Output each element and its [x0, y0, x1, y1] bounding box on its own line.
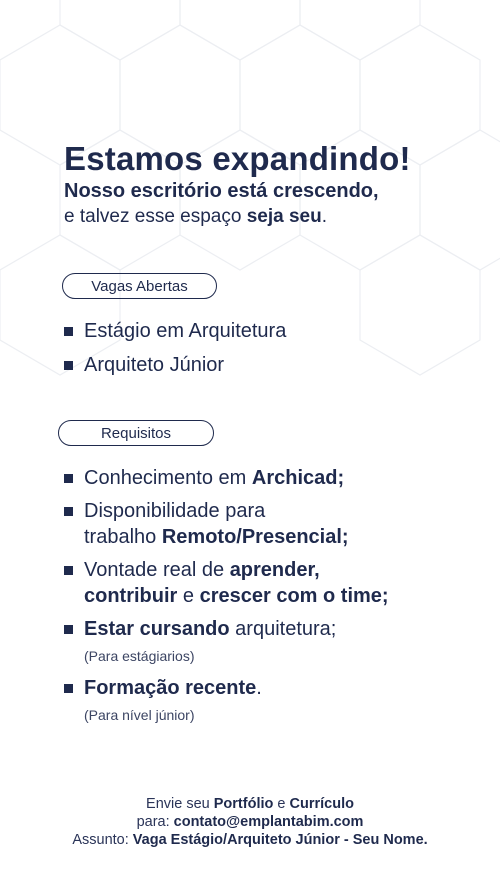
req-text: Conhecimento em — [84, 467, 252, 489]
vagas-list — [64, 318, 286, 386]
square-bullet-icon — [64, 684, 73, 693]
subtitle-prefix: e talvez esse espaço — [64, 206, 247, 227]
square-bullet-icon — [64, 361, 73, 370]
subtitle-line-1: Nosso escritório está crescendo, — [64, 180, 379, 202]
footer-line-3 — [0, 831, 500, 849]
footer-contact — [0, 795, 500, 849]
req-bold: contribuir — [84, 585, 178, 607]
req-text: arquitetura; — [229, 618, 337, 640]
req-text: trabalho — [84, 526, 162, 548]
square-bullet-icon — [64, 625, 73, 634]
subtitle-suffix: . — [321, 206, 327, 227]
vagas-abertas-pill — [62, 273, 217, 299]
req-text: e — [177, 585, 200, 607]
vaga-text: Estágio em Arquitetura — [84, 320, 287, 342]
req-bold: Estar cursando — [84, 618, 230, 640]
footer-text: Envie seu — [146, 796, 214, 812]
req-bold: Formação recente — [84, 677, 257, 699]
footer-line-2 — [0, 813, 500, 831]
req-text: . — [256, 677, 262, 699]
square-bullet-icon — [64, 327, 73, 336]
req-text: Vontade real de — [84, 559, 230, 581]
list-item — [64, 352, 286, 378]
list-item — [64, 675, 389, 727]
footer-text: para: — [136, 814, 174, 830]
req-bold: aprender, — [229, 559, 320, 581]
list-item — [64, 498, 389, 550]
requisitos-pill — [58, 420, 214, 446]
footer-line-1 — [0, 795, 500, 813]
square-bullet-icon — [64, 507, 73, 516]
footer-bold: Currículo — [289, 796, 354, 812]
subtitle-line-2 — [64, 206, 327, 228]
req-bold: Archicad; — [251, 467, 345, 489]
square-bullet-icon — [64, 566, 73, 575]
square-bullet-icon — [64, 474, 73, 483]
list-item — [64, 465, 389, 491]
list-item — [64, 557, 389, 609]
vagas-abertas-label: Vagas Abertas — [91, 277, 188, 295]
footer-text: e — [273, 796, 290, 812]
req-note: (Para estágiarios) — [84, 648, 195, 664]
req-note: (Para nível júnior) — [84, 707, 195, 723]
req-bold: crescer com o time; — [199, 585, 389, 607]
req-bold: Remoto/Presencial; — [161, 526, 349, 548]
footer-text: Assunto: — [72, 832, 133, 848]
subtitle-bold: seja seu — [246, 206, 322, 227]
vaga-text: Arquiteto Júnior — [84, 354, 225, 376]
email-subject: Vaga Estágio/Arquiteto Júnior - Seu Nome. — [132, 832, 428, 848]
requisitos-list — [64, 465, 389, 734]
headline: Estamos expandindo! — [64, 140, 411, 177]
footer-bold: Portfólio — [213, 796, 274, 812]
requisitos-label: Requisitos — [100, 424, 172, 442]
list-item — [64, 616, 389, 668]
list-item — [64, 318, 286, 344]
req-text: Disponibilidade para — [84, 500, 266, 522]
contact-email: contato@emplantabim.com — [173, 814, 364, 830]
